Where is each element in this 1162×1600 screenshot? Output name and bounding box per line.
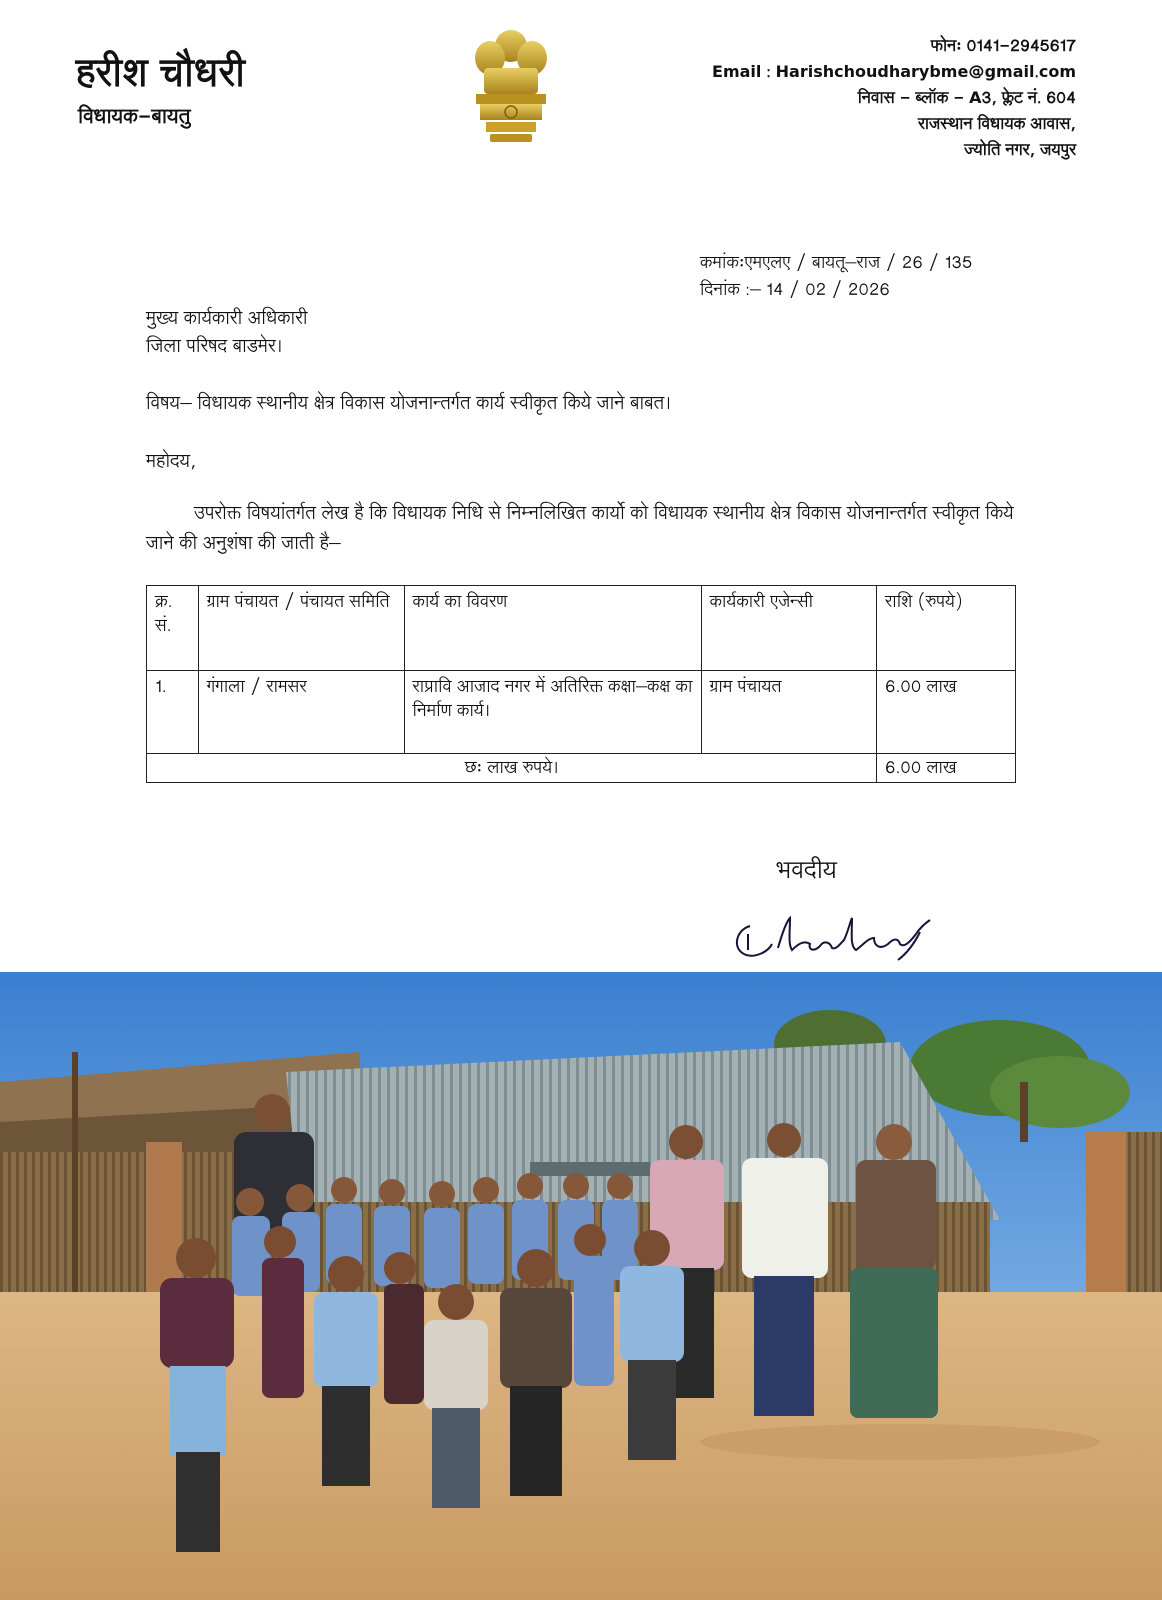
mla-designation: विधायक-बायतु	[78, 102, 191, 134]
email-address: Email : Harishchoudharybme@gmail.com	[712, 60, 1076, 86]
table-total-row	[147, 754, 1016, 783]
reference-block	[700, 250, 972, 304]
subject-line: विषय– विधायक स्थानीय क्षेत्र विकास योजनान्तर्गत कार्य स्वीकृत किये जाने बाबत।	[146, 390, 671, 419]
photo-illustration	[0, 972, 1162, 1600]
addressee-line-1: मुख्य कार्यकारी अधिकारी	[146, 305, 308, 334]
total-amount: 6.00 लाख	[877, 754, 1016, 783]
cell-amount: 6.00 लाख	[877, 671, 1016, 754]
elder-man	[850, 1124, 938, 1418]
header-agency: कार्यकारी एजेन्सी	[701, 586, 876, 671]
cell-work-description: राप्रावि आजाद नगर में अतिरिक्त कक्षा–कक्ष का निर्माण कार्य।	[404, 671, 701, 754]
header-gram-panchayat: ग्राम पंचायत / पंचायत समिति	[198, 586, 404, 671]
residence-line-2: राजस्थान विधायक आवास,	[918, 112, 1076, 138]
phone-number: फोनः 0141-2945617	[930, 34, 1076, 60]
letter-date: दिनांक :– 14 / 02 / 2026	[700, 276, 890, 304]
addressee-block	[146, 306, 308, 362]
addressee-line-2: जिला परिषद बाडमेर।	[146, 333, 283, 362]
signature-image	[728, 904, 954, 966]
body-text: उपरोक्त विषयांतर्गत लेख है कि विधायक निधि से निम्नलिखित कार्यो को विधायक स्थानीय क्षेत्र विकास योजनान्तर्गत स्वीकृत किये जाने की अनुशंषा की जाती है–	[146, 500, 1014, 559]
total-in-words: छः लाख रुपये।	[147, 754, 877, 783]
body-paragraph	[146, 500, 1014, 560]
table-header-row	[147, 586, 1016, 671]
mla-name: हरीश चौधरी	[76, 45, 246, 106]
residence-line-3: ज्योति नगर, जयपुर	[964, 138, 1076, 164]
cell-serial: 1.	[147, 671, 199, 754]
salutation: महोदय,	[146, 448, 197, 477]
works-table	[146, 585, 1016, 783]
header-work-description: कार्य का विवरण	[404, 586, 701, 671]
header-serial: क्र. सं.	[147, 586, 199, 671]
contact-block	[712, 34, 1076, 164]
cell-gram-panchayat: गंगाला / रामसर	[198, 671, 404, 754]
state-emblem-icon	[466, 24, 556, 148]
cell-agency: ग्राम पंचायत	[701, 671, 876, 754]
closing-text: भवदीय	[776, 853, 838, 891]
header-amount: राशि (रुपये)	[877, 586, 1016, 671]
school-group-photo	[0, 972, 1162, 1600]
reference-number: कमांकःएमएलए / बायतू–राज / 26 / 135	[700, 249, 973, 277]
residence-line-1: निवास - ब्लॉक - A3, फ्लेट नं. 604	[857, 86, 1076, 112]
table-row	[147, 671, 1016, 754]
